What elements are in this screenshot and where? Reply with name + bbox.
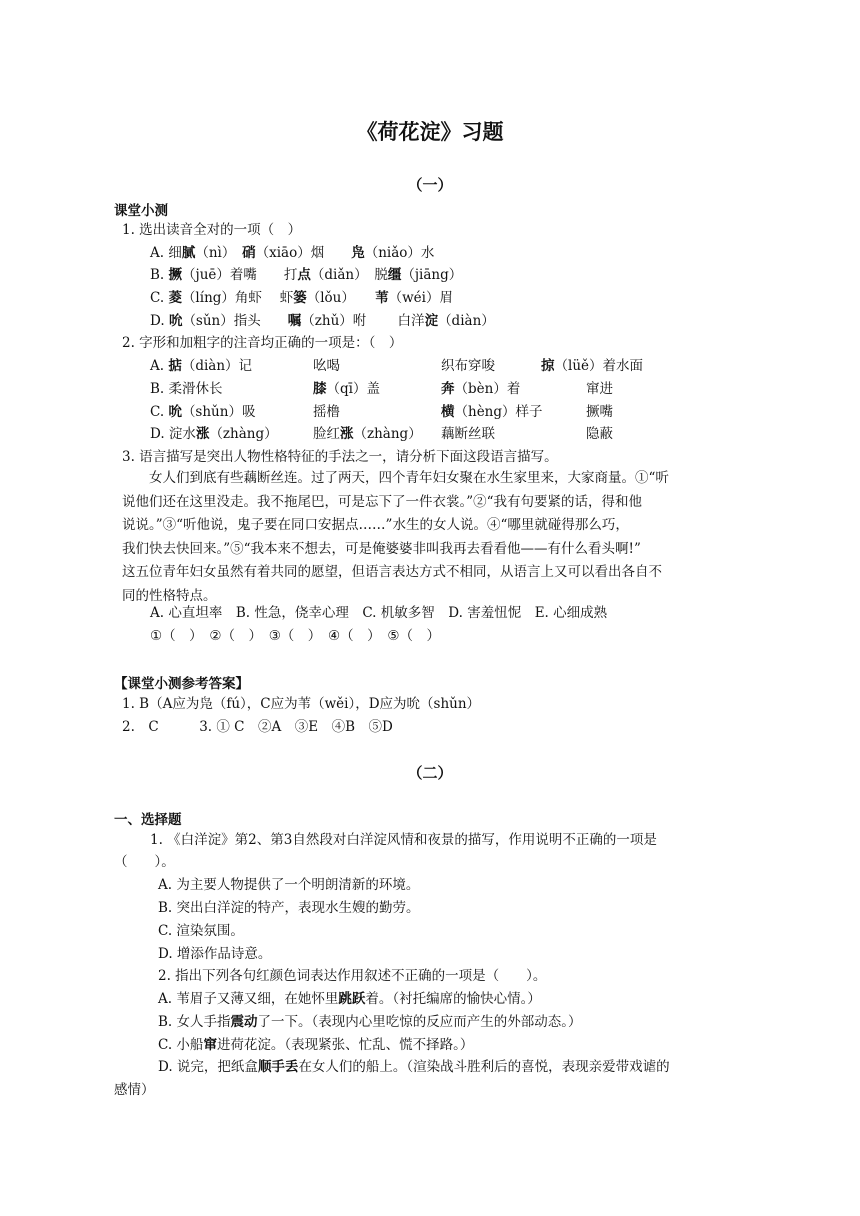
q1-stem: 1. 选出读音全对的一项（ ） [122, 222, 302, 238]
s2-q1-stem: 1. 《白洋淀》第2、第3自然段对白洋淀风情和夜景的描写，作用说明不正确的一项是 [150, 832, 657, 848]
s2-q1-stem-cont: （ ）。 [114, 854, 175, 870]
answer-line-1: 1. B（A应为凫（fú），C应为苇（wěi），D应为吮（shǔn） [122, 696, 481, 712]
subheading-multiple-choice: 一、选择题 [114, 812, 182, 828]
q3-answer-blanks: ①（ ） ②（ ） ③（ ） ④（ ） ⑤（ ） [150, 628, 441, 644]
section-heading-2: （二） [407, 764, 453, 782]
s2-q1-option-c: C. 渲染氛围。 [158, 923, 244, 939]
q3-stem: 3. 语言描写是突出人物性格特征的手法之一，请分析下面这段语言描写。 [122, 449, 558, 465]
s2-q2-option-b: B. 女人手指震动了一下。（表现内心里吃惊的反应而产生的外部动态。） [158, 1014, 582, 1030]
passage-line: 这五位青年妇女虽然有着共同的愿望，但语言表达方式不相同，从语言上又可以看出各自不 [122, 564, 662, 580]
q2-stem: 2. 字形和加粗字的注音均正确的一项是：（ ） [122, 335, 403, 351]
passage-line: 女人们到底有些藕断丝连。过了两天，四个青年妇女聚在水生家里来，大家商量。①“听 [122, 470, 669, 486]
s2-q1-option-a: A. 为主要人物提供了一个明朗清新的环境。 [158, 877, 420, 893]
passage-line: 我们快去快回来。”⑤“我本来不想去，可是俺婆婆非叫我再去看看他——有什么看头啊!” [122, 540, 641, 557]
passage-line: 说他们还在这里没走。我不拖尾巴，可是忘下了一件衣裳。”②“我有句要紧的话，得和他 [122, 493, 643, 510]
s2-q2-stem: 2. 指出下列各句红颜色词表达作用叙述不正确的一项是（ ）。 [158, 968, 547, 984]
q1-option-d: D. 吮（sǔn）指头 嘱（zhǔ）咐 白洋淀（diàn） [150, 313, 495, 329]
section-heading-1: （一） [407, 176, 453, 194]
s2-q2-option-c: C. 小船窜进荷花淀。（表现紧张、忙乱、慌不择路。） [158, 1037, 474, 1053]
subheading-class-quiz: 课堂小测 [114, 203, 168, 219]
passage-line: 同的性格特点。 [122, 587, 217, 604]
answer-heading: 【课堂小测参考答案】 [114, 676, 249, 692]
q3-options: A. 心直坦率 B. 性急，侥幸心理 C. 机敏多智 D. 害羞忸怩 E. 心细成熟 [150, 605, 608, 621]
q1-option-c: C. 菱（líng）角虾 虾篓（lǒu） 苇（wéi）眉 [150, 290, 453, 306]
passage-line: 说说。”③“听他说，鬼子要在同口安据点……”水生的女人说。④“哪里就碰得那么巧， [122, 517, 629, 533]
s2-q1-option-b: B. 突出白洋淀的特产，表现水生嫂的勤劳。 [158, 900, 420, 916]
s2-q2-option-d: D. 说完，把纸盒顺手丢在女人们的船上。（渲染战斗胜利后的喜悦，表现亲爱带戏谑的 [158, 1059, 670, 1075]
document-title: 《荷花淀》习题 [356, 120, 504, 144]
q1-option-a: A. 细腻（nì） 硝（xiāo）烟 凫（niǎo）水 [150, 245, 435, 261]
s2-q2-option-a: A. 苇眉子又薄又细，在她怀里跳跃着。（衬托编席的愉快心情。） [158, 991, 541, 1007]
q3-passage [122, 467, 669, 608]
s2-q1-option-d: D. 增添作品诗意。 [158, 946, 272, 962]
q1-option-b: B. 撅（juē）着嘴 打点（diǎn） 脱缰（jiāng） [150, 267, 463, 283]
s2-q2-option-d-cont: 感情） [114, 1082, 155, 1098]
answer-line-2: 2. C 3. ① C ②A ③E ④B ⑤D [122, 719, 393, 735]
